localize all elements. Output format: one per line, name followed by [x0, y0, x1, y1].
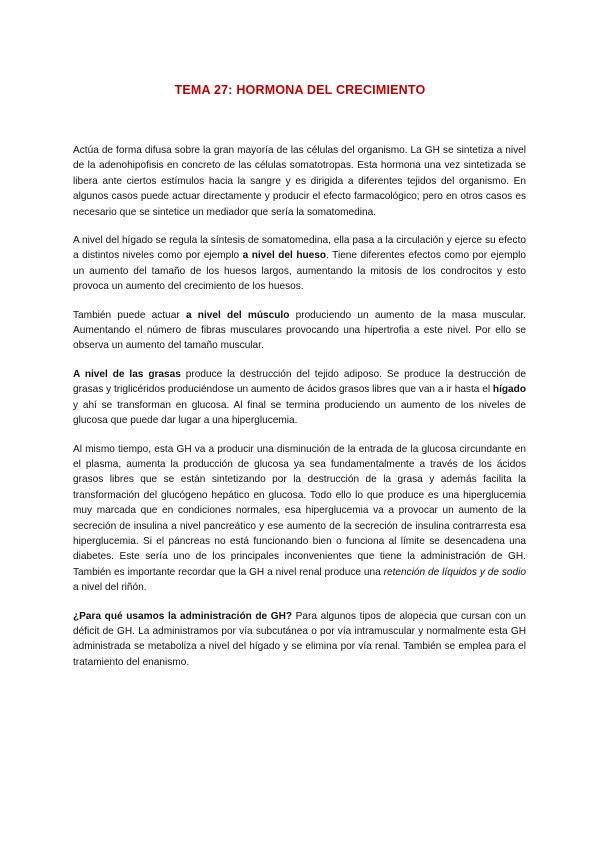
paragraph-p1 [73, 143, 526, 220]
bold-text: a nivel del hueso [242, 250, 327, 262]
document-body [73, 143, 526, 683]
text-run: A nivel del hígado se regula la síntesis de somatomedina, ella pasa a la circulación y ejerce su efecto a distintos niveles como por ejemplo [73, 235, 526, 262]
page-title: TEMA 27: HORMONA DEL CRECIMIENTO [174, 83, 426, 97]
text-run: Para algunos tipos de alopecia que cursan con un déficit de GH. La administramos por vía subcutánea o por vía intramuscular y normalmente esta GH administrada se metaboliza a nivel del hígado y se elimina por vía renal. También se emplea para el tratamiento del enanismo. [73, 610, 526, 668]
text-run: produciendo un aumento de la masa muscular. Aumentando el número de fibras musculares provocando una hipertrofia a este nivel. Por ello se observa un aumento del tamaño muscular. [73, 309, 526, 352]
bold-text: hígado [492, 384, 526, 396]
text-run: Actúa de forma difusa sobre la gran mayoría de las células del organismo. La GH se sintetiza a nivel de la adenohipofisis en concreto de las células somatotropas. Esta hormona una vez sintetizada se libera ante ciertos estímulos hacia la sangre y es dirigida a diferentes tejidos del organismo. En algunos casos puede actuar directamente y producir el efecto farmacológico; pero en otros casos es necesario que se sintetice un mediador que sería la somatomedina. [73, 145, 526, 218]
text-run: a nivel del riñón. [73, 582, 147, 594]
bold-text: A nivel de las grasas [73, 368, 181, 380]
bold-text: ¿Para qué usamos la administración de GH? [73, 610, 293, 622]
paragraph-p2 [73, 233, 526, 295]
text-run: produce la destrucción del tejido adiposo. Se produce la destrucción de grasas y triglicéridos produciéndose un aumento de ácidos grasos libres que van a ir hasta el [73, 368, 526, 396]
text-run: También puede actuar [73, 309, 186, 321]
text-run: y ahí se transforman en glucosa. Al final se termina produciendo un aumento de los niveles de glucosa que puede dar lugar a una hiperglucemia. [73, 399, 526, 427]
paragraph-p6 [73, 609, 526, 671]
bold-text: a nivel del músculo [185, 309, 290, 321]
text-run: Al mismo tiempo, esta GH va a producir una disminución de la entrada de la glucosa circundante en el plasma, aumenta la producción de glucosa ya sea fundamentalmente a través de los ácidos grasos libres que se están sintetizando por la destrucción de la grasa y además facilita la transformación del glucógeno hepático en glucosa. Todo ello lo que produce es una hiperglucemia muy marcada que en condiciones normales, esa hiperglucemia va a provocar un aumento de la secreción de insulina a nivel pancreático y ese aumento de la secreción de insulina contrarresta esa hiperglucemia. Si el páncreas no está funcionando bien o funciona al límite se desencadena una diabetes. Este sería uno de los principales inconvenientes que tiene la administración de GH. También es importante recordar que la GH a nivel renal produce una [73, 443, 526, 578]
text-run: . Tiene diferentes efectos como por ejemplo un aumento del tamaño de los huesos largos, aumentando la mitosis de los condrocitos y esto provoca un aumento del crecimiento de los huesos. [73, 250, 526, 293]
paragraph-p3 [73, 308, 526, 354]
paragraph-p5 [73, 442, 526, 596]
paragraph-p4 [73, 367, 526, 429]
italic-text: retención de líquidos y de sodio [383, 566, 526, 578]
